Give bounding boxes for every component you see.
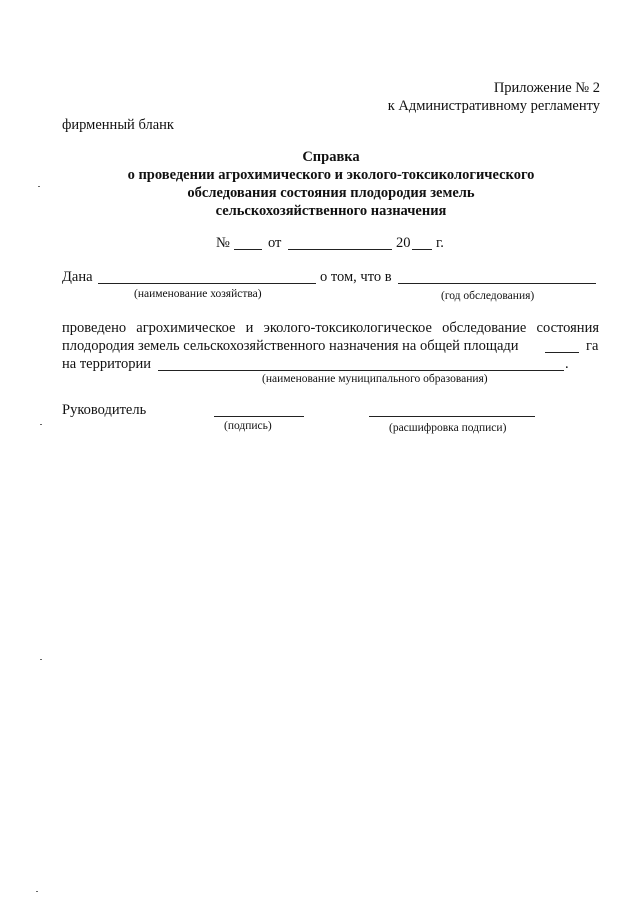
year-blank[interactable] — [412, 249, 432, 250]
municipality-caption: (наименование муниципального образования) — [262, 373, 488, 385]
survey-year-blank[interactable] — [398, 283, 596, 284]
decoding-caption: (расшифровка подписи) — [389, 422, 507, 434]
scan-speck — [38, 186, 40, 187]
given-word: Дана — [62, 269, 93, 285]
farm-name-caption: (наименование хозяйства) — [134, 288, 262, 300]
area-unit: га — [586, 338, 599, 354]
number-sign: № — [216, 235, 230, 251]
body-line-1: проведено агрохимическое и эколого-токсикологическое обследование состояния — [62, 320, 599, 336]
body-line-3-text: на территории — [62, 356, 152, 372]
signature-decoding-blank[interactable] — [369, 416, 535, 417]
head-label: Руководитель — [62, 402, 147, 418]
scan-speck — [36, 891, 38, 892]
year-suffix: г. — [436, 235, 444, 251]
body-line-3-end: . — [565, 356, 569, 372]
title-line-3: сельскохозяйственного назначения — [215, 203, 447, 219]
number-blank[interactable] — [234, 249, 262, 250]
body-line-2-text: плодородия земель сельскохозяйственного назначения на общей площади — [62, 338, 519, 354]
from-word: от — [268, 235, 282, 251]
about-text: о том, что в — [320, 269, 392, 285]
scan-speck — [40, 424, 42, 425]
date-blank[interactable] — [288, 249, 392, 250]
area-blank[interactable] — [545, 352, 579, 353]
appendix-number: Приложение № 2 — [493, 80, 600, 96]
farm-name-blank[interactable] — [98, 283, 316, 284]
title-line-2: обследования состояния плодородия земель — [187, 185, 475, 201]
letterhead-label: фирменный бланк — [62, 117, 174, 133]
scan-speck — [40, 659, 42, 660]
document-title: Справка — [302, 149, 360, 165]
signature-caption: (подпись) — [224, 420, 272, 432]
regulation-reference: к Административному регламенту — [387, 98, 600, 114]
municipality-blank[interactable] — [158, 370, 564, 371]
title-line-1: о проведении агрохимического и эколого-токсикологического — [127, 167, 535, 183]
year-prefix: 20 — [396, 235, 411, 251]
signature-blank[interactable] — [214, 416, 304, 417]
survey-year-caption: (год обследования) — [441, 290, 535, 302]
